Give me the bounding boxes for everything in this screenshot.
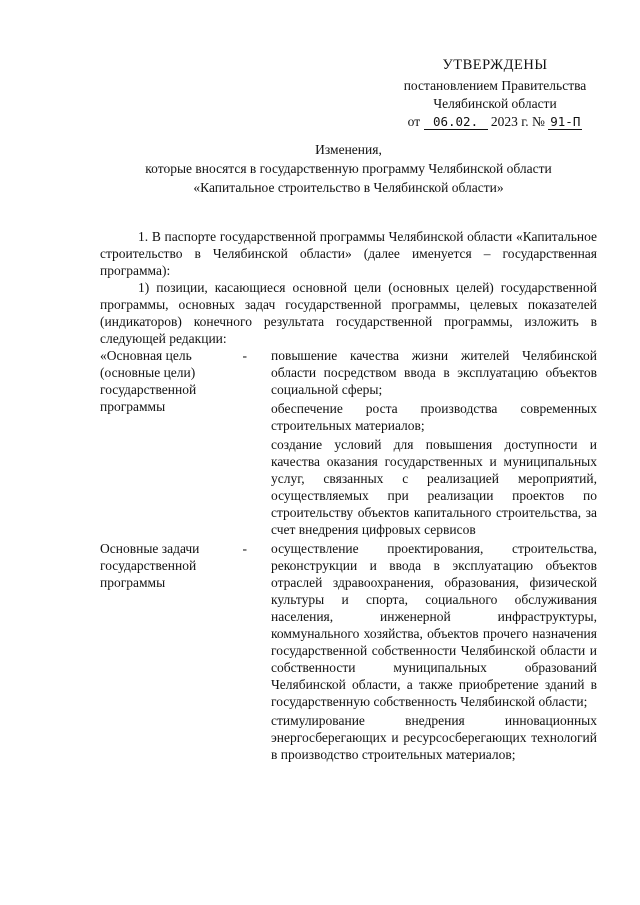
row-label-line: государственной (100, 558, 197, 573)
approval-block (380, 56, 610, 131)
row-content (271, 540, 597, 765)
row-label-line: «Основная цель (100, 348, 192, 363)
passport-row-goal (100, 347, 597, 540)
heading-line-1: Изменения, (315, 142, 382, 157)
date-prefix: от (407, 114, 421, 129)
row-label (100, 347, 253, 540)
row-item: стимулирование внедрения инновационных энергосберегающих и ресурсосберегающих технологий в производство строительных материалов; (271, 713, 597, 762)
row-item: осуществление проектирования, строительства, реконструкции и ввода в эксплуатацию объектов отраслей здравоохранения, образования, физической культуры и спорта, социального обслуживания населения, инженерной инфраструктуры, коммунального хозяйства, объектов прочего назначения государственной собственности Челябинской области и собственности муниципальных образований Челябинской области, а также приобретение зданий в государственную собственность Челябинской области; (271, 541, 597, 709)
row-item: создание условий для повышения доступности и качества оказания государственных и муниципальных услуг, связанных с реализацией мероприятий, осуществляемых при реализации проектов по строительству объектов капитального строительства, за счет внедрения цифровых сервисов (271, 437, 597, 537)
paragraph-2: 1) позиции, касающиеся основной цели (основных целей) государственной программы, основных задач государственной программы, целевых показателей (индикаторов) конечного результата государственной программы, изложить в следующей редакции: (100, 280, 597, 346)
passport-row-tasks (100, 540, 597, 765)
row-label-line: программы (100, 399, 166, 414)
approval-line-2: Челябинской области (433, 96, 557, 111)
row-content (271, 347, 597, 540)
row-label-line: программы (100, 575, 166, 590)
paragraph-1: 1. В паспорте государственной программы Челябинской области «Капитальное строительство в Челябинской области» (далее именуется – государственная программа): (100, 229, 597, 278)
number-value: 91-П (550, 114, 581, 129)
row-label-line: государственной (100, 382, 197, 397)
document-heading (100, 140, 597, 197)
row-label (100, 540, 253, 765)
approval-line-1: постановлением Правительства (403, 78, 587, 93)
row-dash: - (242, 541, 247, 556)
document-body (100, 228, 597, 765)
heading-line-2: которые вносятся в государственную программу Челябинской области (145, 161, 552, 176)
row-item: повышение качества жизни жителей Челябинской области посредством ввода в эксплуатацию объектов социальной сферы; (271, 348, 597, 397)
heading-line-3: «Капитальное строительство в Челябинской области» (193, 180, 504, 195)
approval-title: УТВЕРЖДЕНЫ (442, 57, 548, 73)
date-value: 06.02. (424, 115, 488, 130)
approval-date-line (380, 113, 610, 131)
row-label-line: Основные задачи (100, 541, 200, 556)
row-dash: - (242, 348, 247, 363)
row-item: обеспечение роста производства современных строительных материалов; (271, 401, 597, 433)
row-label-line: (основные цели) (100, 365, 196, 380)
year-text: 2023 г. № (490, 114, 545, 129)
